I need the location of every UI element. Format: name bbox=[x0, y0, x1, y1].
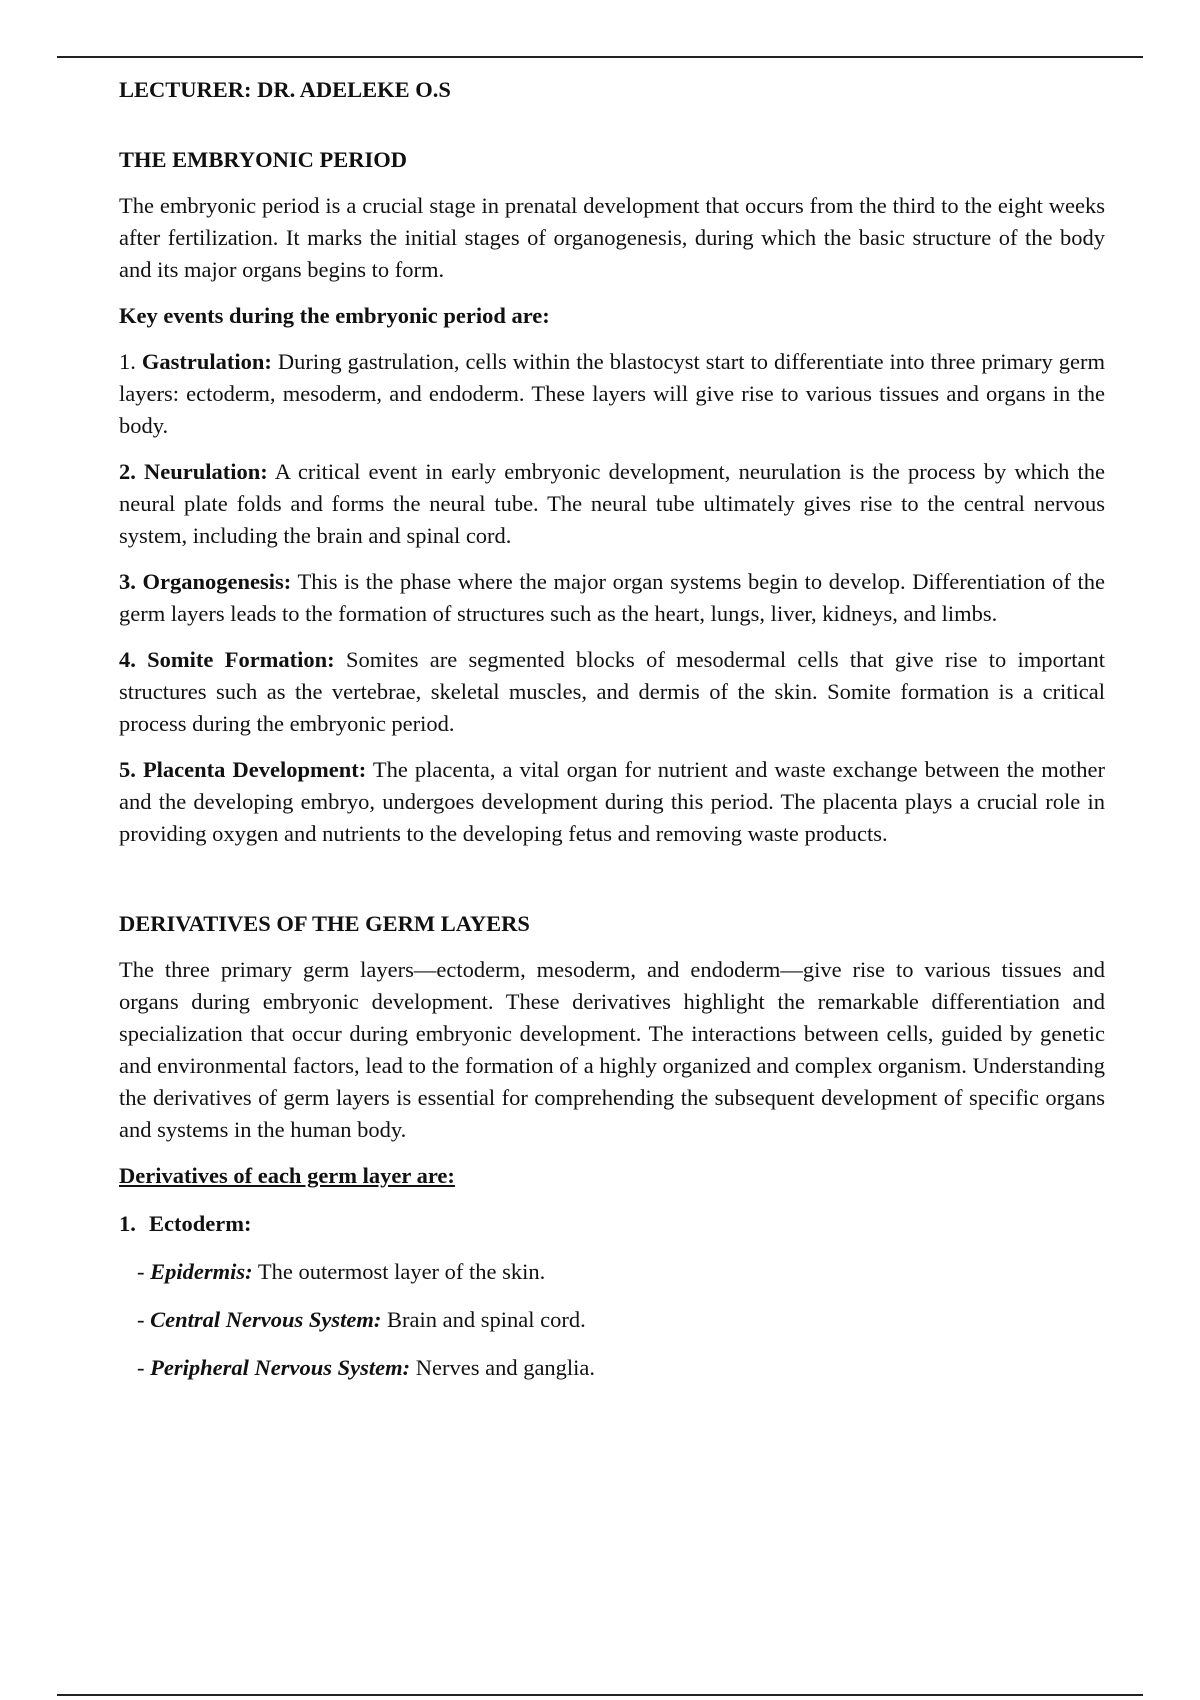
section-title-embryonic-period: THE EMBRYONIC PERIOD bbox=[119, 147, 407, 172]
event-number: 2. bbox=[119, 459, 136, 484]
derivative-text: The outermost layer of the skin. bbox=[257, 1259, 546, 1284]
derivative-item: - Peripheral Nervous System: Nerves and ganglia. bbox=[137, 1355, 596, 1380]
document-body bbox=[119, 70, 1105, 1384]
event-number: 1. bbox=[119, 349, 136, 374]
derivative-item: - Central Nervous System: Brain and spinal cord. bbox=[137, 1307, 586, 1332]
layer-heading-ectoderm bbox=[119, 1208, 1105, 1240]
event-item bbox=[119, 754, 1105, 850]
event-text: The placenta, a vital organ for nutrient and waste exchange between the mother and the developing embryo, undergoes development during this period. The placenta plays a crucial role in providing oxygen and nutrients to the developing fetus and removing waste products. bbox=[119, 757, 1105, 846]
derivative-text: Nerves and ganglia. bbox=[415, 1355, 596, 1380]
derivatives-heading: Derivatives of each germ layer are: bbox=[119, 1163, 455, 1188]
event-item bbox=[119, 346, 1105, 442]
event-number: 3. bbox=[119, 569, 136, 594]
event-text: During gastrulation, cells within the blastocyst start to differentiate into three primary germ layers: ectoderm, mesoderm, and endoderm. These layers will give rise to various tissues and organs in the body. bbox=[119, 349, 1106, 438]
event-item bbox=[119, 644, 1105, 740]
top-rule bbox=[57, 56, 1143, 58]
event-term: Organogenesis: bbox=[142, 569, 292, 594]
event-term: Neurulation: bbox=[144, 459, 268, 484]
event-text: Somites are segmented blocks of mesodermal cells that give rise to important structures such as the vertebrae, skeletal muscles, and dermis of the skin. Somite formation is a critical process during the embryonic period. bbox=[119, 647, 1106, 736]
embryonic-period-intro: The embryonic period is a crucial stage in prenatal development that occurs from the third to the eight weeks after fertilization. It marks the initial stages of organogenesis, during which the basic structure of the body and its major organs begins to form. bbox=[119, 193, 1105, 282]
lecturer-line: LECTURER: DR. ADELEKE O.S bbox=[119, 77, 451, 102]
event-item bbox=[119, 566, 1105, 630]
derivative-item: - Epidermis: The outermost layer of the skin. bbox=[137, 1259, 546, 1284]
event-number: 4. bbox=[119, 647, 136, 672]
derivative-term: Central Nervous System: bbox=[150, 1307, 382, 1332]
event-text: A critical event in early embryonic development, neurulation is the process by which the neural plate folds and forms the neural tube. The neural tube ultimately gives rise to the central nervous system, including the brain and spinal cord. bbox=[119, 459, 1106, 548]
derivative-text: Brain and spinal cord. bbox=[387, 1307, 586, 1332]
key-events-heading: Key events during the embryonic period are: bbox=[119, 303, 550, 328]
section-title-germ-layer-derivatives: DERIVATIVES OF THE GERM LAYERS bbox=[119, 911, 530, 936]
layer-number: 1. bbox=[119, 1211, 136, 1236]
event-text: This is the phase where the major organ systems begin to develop. Differentiation of the germ layers leads to the formation of structures such as the heart, lungs, liver, kidneys, and limbs. bbox=[119, 569, 1105, 626]
derivative-term: Peripheral Nervous System: bbox=[150, 1355, 411, 1380]
event-term: Gastrulation: bbox=[141, 349, 272, 374]
germ-layers-intro: The three primary germ layers—ectoderm, mesoderm, and endoderm—give rise to various tissues and organs during embryonic development. These derivatives highlight the remarkable differentiation and specialization that occur during embryonic development. The interactions between cells, guided by genetic and environmental factors, lead to the formation of a highly organized and complex organism. Understanding the derivatives of germ layers is essential for comprehending the subsequent development of specific organs and systems in the human body. bbox=[119, 957, 1105, 1142]
event-number: 5. bbox=[119, 757, 136, 782]
layer-name: Ectoderm: bbox=[149, 1211, 252, 1236]
event-item bbox=[119, 456, 1105, 552]
bottom-rule bbox=[57, 1694, 1143, 1696]
event-term: Somite Formation: bbox=[147, 647, 335, 672]
derivative-term: Epidermis: bbox=[150, 1259, 253, 1284]
event-term: Placenta Development: bbox=[142, 757, 367, 782]
